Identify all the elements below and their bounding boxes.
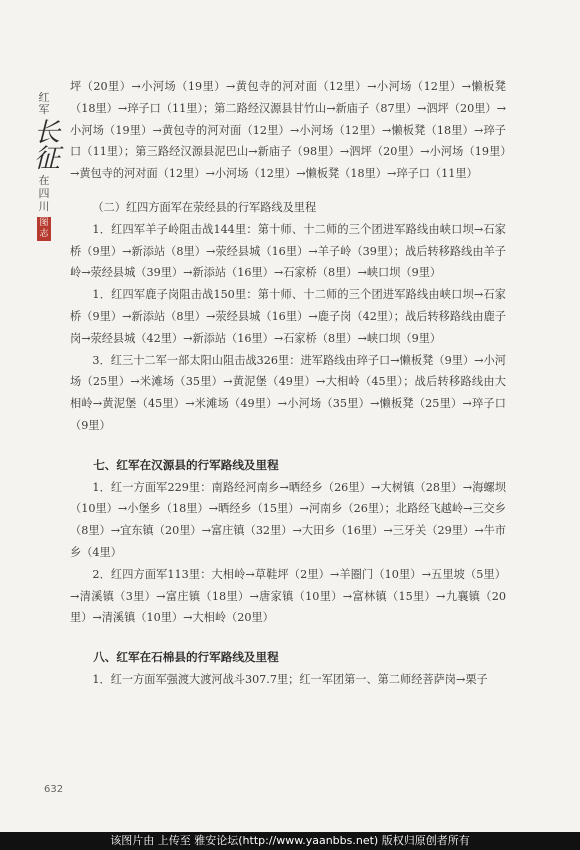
sidebar-bottom-text: 在四川 xyxy=(38,174,50,213)
watermark-footer-banner: 该图片由 上传至 雅安论坛(http://www.yaanbbs.net) 版权归原创者所有 xyxy=(0,832,580,850)
page-number: 632 xyxy=(44,784,64,795)
page-content xyxy=(70,76,506,691)
section-heading: 八、红军在石棉县的行军路线及里程 xyxy=(93,650,279,665)
subsection-heading: （二）红四方面军在荥经县的行军路线及里程 xyxy=(92,200,317,214)
paragraph: 1．红四军羊子岭阻击战144里：第十师、十二师的三个团进军路线由峡口坝→石家桥（9里）→新添站（8里）→荥经县城（16里）→羊子岭（39里）；战后转移路线由羊子岭→荥经县城（39里）→新添站（16里）→石家桥（8里）→峡口坝（9里） xyxy=(70,222,506,280)
paragraph: 1．红一方面军229里：南路经河南乡→晒经乡（26里）→大树镇（28里）→海螺坝（10里）→小堡乡（18里）→晒经乡（15里）→河南乡（26里）；北路经飞越岭→三交乡（8里）→宜东镇（20里）→富庄镇（32里）→大田乡（16里）→三牙关（29里）→牛市乡（4里） xyxy=(70,480,506,559)
sidebar-top-text: 红军 xyxy=(38,91,50,116)
paragraph-continued: 坪（20里）→小河场（19里）→黄包寺的河对面（12里）→小河场（12里）→懒板凳（18里）→琗子口（11里）；第二路经汉源县甘竹山→新庙子（87里）→泗坪（20里）→小河场（19里）→黄包寺的河对面（12里）→小河场（12里）→懒板凳（18里）→琗子口（11里）；第三路经汉源县泥巴山→新庙子（98里）→泗坪（20里）→小河场（19里）→黄包寺的河对面（12里）→小河场（12里）→懒板凳（18里）→琗子口（11里） xyxy=(70,80,506,181)
sidebar-brand-calligraphy: 长征 xyxy=(34,118,61,174)
section-heading: 七、红军在汉源县的行军路线及里程 xyxy=(93,457,279,472)
book-series-sidebar xyxy=(34,91,61,241)
paragraph: 3．红三十二军一部太阳山阻击战326里：进军路线由琗子口→懒板凳（9里）→小河场（25里）→米滩场（35里）→黄泥堡（49里）→大相岭（45里）；战后转移路线由大相岭→黄泥堡（45里）→米滩场（49里）→小河场（35里）→懒板凳（25里）→琗子口（9里） xyxy=(70,353,506,432)
sidebar-seal-stamp: 图志 xyxy=(37,217,51,241)
paragraph: 2．红四方面军113里：大相岭→草鞋坪（2里）→羊圈门（10里）→五里坡（5里）→清溪镇（3里）→富庄镇（18里）→唐家镇（10里）→富林镇（15里）→九襄镇（20里）→清溪镇（10里）→大相岭（20里） xyxy=(70,567,506,625)
paragraph: 1．红一方面军强渡大渡河战斗307.7里；红一军团第一、第二师经菩萨岗→栗子 xyxy=(92,672,488,686)
paragraph: 1．红四军鹿子岗阻击战150里：第十师、十二师的三个团进军路线由峡口坝→石家桥（9里）→新添站（8里）→荥经县城（16里）→鹿子岗（42里）；战后转移路线由鹿子岗→荥经县城（42里）→新添站（16里）→石家桥（8里）→峡口坝（9里） xyxy=(70,288,506,345)
